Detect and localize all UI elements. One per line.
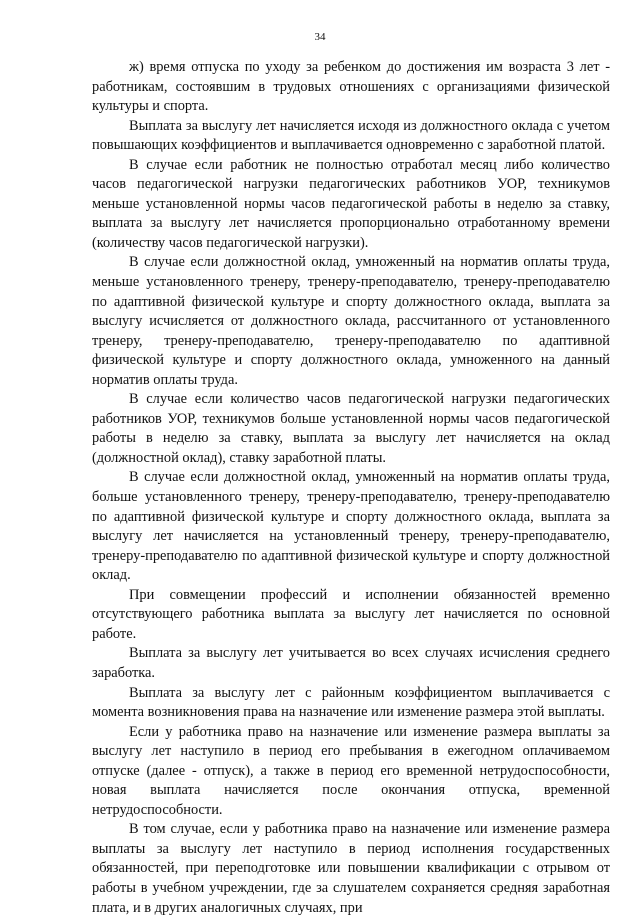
- paragraph: Если у работника право на назначение или изменение размера выплаты за выслугу лет наступило в период его пребывания в ежегодном оплачиваемом отпуске (далее - отпуск), а также в период его временной нетрудоспособности, новая выплата начисляется после окончания отпуска, временной нетрудоспособности.: [92, 723, 610, 818]
- paragraph: Выплата за выслугу лет с районным коэффициентом выплачивается с момента возникновения права на назначение или изменение размера этой выплаты.: [92, 684, 610, 721]
- paragraph: В случае если работник не полностью отработал месяц либо количество часов педагогической нагрузки педагогических работников УОР, техникумов меньше установленной нормы часов педагогической работы в неделю за ставку, выплата за выслугу лет начисляется пропорционально отработанному времени (количеству часов педагогической нагрузки).: [92, 156, 610, 251]
- page-number: 34: [314, 31, 326, 43]
- paragraph: В случае если должностной оклад, умноженный на норматив оплаты труда, меньше установленного тренеру, тренеру-преподавателю, тренеру-преподавателю по адаптивной физической культуре и спорту должностного оклада, выплата за выслугу исчисляется от должностного оклада, рассчитанного от установленного тренеру, тренеру-преподавателю, тренеру-преподавателю по адаптивной физической культуре и спорту должностного оклада, умноженного на данный норматив оплаты труда.: [92, 254, 610, 388]
- document-body: [92, 58, 610, 918]
- paragraph: В случае если должностной оклад, умноженный на норматив оплаты труда, больше установленного тренеру, тренеру-преподавателю, тренеру-преподавателю по адаптивной физической культуре и спорту должностного оклада, выплата за выслугу лет начисляется на установленный тренеру, тренеру-преподавателю, тренеру-преподавателю по адаптивной физической культуре и спорту должностной оклад.: [92, 469, 610, 584]
- paragraph: Выплата за выслугу лет учитывается во всех случаях исчисления среднего заработка.: [92, 645, 610, 681]
- paragraph: Выплата за выслугу лет начисляется исходя из должностного оклада с учетом повышающих коэффициентов и выплачивается одновременно с заработной платой.: [92, 117, 610, 154]
- paragraph: В том случае, если у работника право на назначение или изменение размера выплаты за выслугу лет наступило в период исполнения государственных обязанностей, при переподготовке или повышении квалификации с отрывом от работы в учебном учреждении, где за слушателем сохраняется средняя заработная плата, и в других аналогичных случаях, при: [92, 821, 610, 916]
- paragraph: В случае если количество часов педагогической нагрузки педагогических работников УОР, техникумов больше установленной нормы часов педагогической работы в неделю за ставку, выплата за выслугу лет начисляется на оклад (должностной оклад), ставку заработной платы.: [92, 391, 610, 466]
- paragraph: ж) время отпуска по уходу за ребенком до достижения им возраста 3 лет - работникам, состоявшим в трудовых отношениях с организациями физической культуры и спорта.: [92, 59, 610, 115]
- paragraph: При совмещении профессий и исполнении обязанностей временно отсутствующего работника выплата за выслугу лет начисляется по основной работе.: [92, 586, 610, 642]
